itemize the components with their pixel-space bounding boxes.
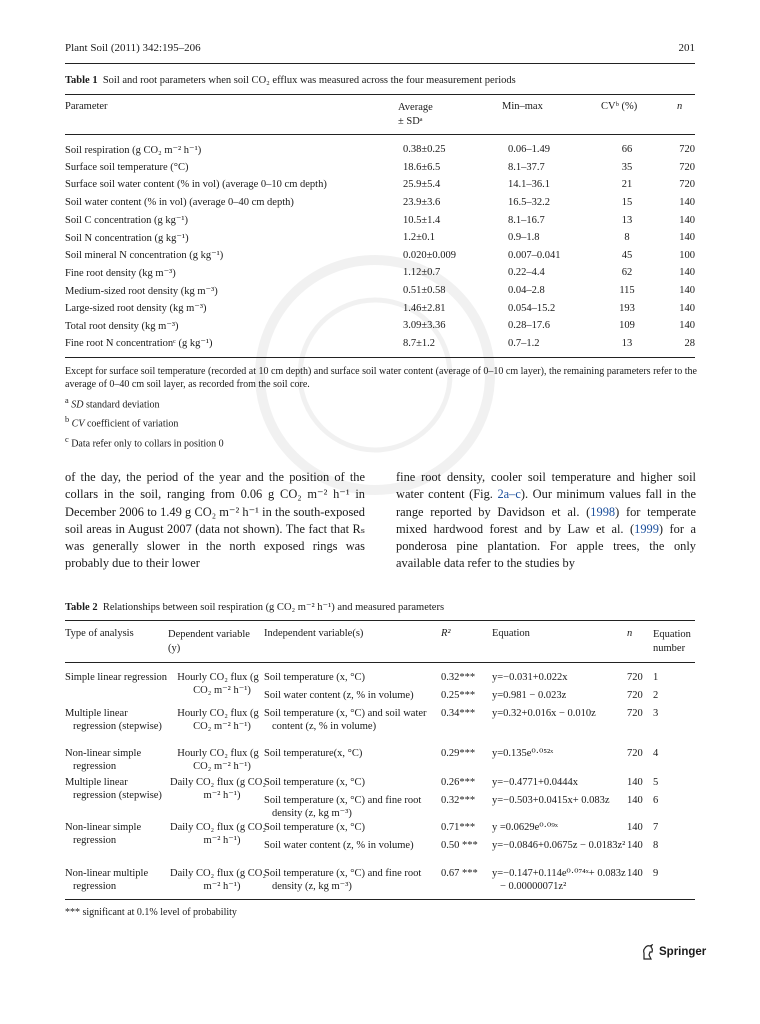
table1-cell-minmax: 0.04–2.8 xyxy=(508,285,545,297)
table2-bottom-rule xyxy=(65,899,695,900)
t2-col-eq-number: Equation number xyxy=(653,629,691,654)
table2-cell-equation: y=−0.4771+0.0444x xyxy=(492,777,579,788)
table2-cell-type: Non-linear multiple regression xyxy=(65,868,149,892)
table1-cell-parameter: Soil water content (% in vol) (average 0–40 cm depth) xyxy=(65,197,294,209)
table2-top-rule xyxy=(65,620,695,621)
table2-cell-num: 7 xyxy=(653,822,659,833)
table2-cell-equation: y=−0.503+0.0415x+ 0.083z xyxy=(492,795,610,806)
table1-cell-parameter: Large-sized root density (kg m⁻³) xyxy=(65,303,207,315)
table2-cell-dependent: Hourly CO₂ flux (g CO₂ m⁻² h⁻¹) xyxy=(177,708,259,732)
t2-col-dependent: Dependent variable (y) xyxy=(168,629,250,654)
body-left-column: of the day, the period of the year and the position of the collars in the soil, ranging from 0.06 g CO₂ m⁻² h⁻¹ in December 2006 to 1.49 g CO₂ m⁻² h⁻¹ in the south-exposed soil areas in August 2007 (data not shown). The fact that Rₛ was generally slower in the north exposed rings was probably due to their lower xyxy=(65,470,365,571)
table1-cell-cv: 8 xyxy=(624,232,630,244)
table2-cell-equation: y=−0.147+0.114e⁰·⁰⁷⁴ˣ+ 0.083z − 0.00000071z² xyxy=(492,868,626,892)
table1-cell-n: 100 xyxy=(679,249,695,261)
table2-header-rule xyxy=(65,662,695,663)
springer-wordmark: Springer xyxy=(659,946,707,958)
table1-cell-n: 720 xyxy=(679,161,695,173)
table2-cell-type: Multiple linear regression (stepwise) xyxy=(65,708,162,732)
footnote-mark: b xyxy=(65,415,70,425)
table2-cell-n: 140 xyxy=(627,795,643,806)
table1-cell-n: 720 xyxy=(679,179,695,191)
table1-caption xyxy=(65,75,516,86)
table1-top-rule xyxy=(65,94,695,95)
table1-notes xyxy=(65,365,697,450)
table1-cell-parameter: Fine root N concentrationᶜ (g kg⁻¹) xyxy=(65,338,213,350)
table2-cell-type: Multiple linear regression (stepwise) xyxy=(65,777,162,801)
table1-cell-n: 140 xyxy=(679,232,695,244)
page-number: 201 xyxy=(678,42,695,54)
table1-cell-parameter: Soil N concentration (g kg⁻¹) xyxy=(65,232,189,244)
table2-cell-num: 6 xyxy=(653,795,659,806)
table1-cell-parameter: Soil C concentration (g kg⁻¹) xyxy=(65,215,189,227)
springer-logo xyxy=(641,944,706,960)
footnote-text: coefficient of variation xyxy=(86,418,179,430)
table1-row xyxy=(65,159,695,177)
table1-header-rule xyxy=(65,134,695,135)
table1-cell-parameter: Medium-sized root density (kg m⁻³) xyxy=(65,285,218,297)
table2-footnote: *** significant at 0.1% level of probability xyxy=(65,907,237,918)
body-right-text-1: fine root density, cooler soil temperature and higher soil water content (Fig. xyxy=(396,470,696,502)
table1-cell-parameter: Soil respiration (g CO₂ m⁻² h⁻¹) xyxy=(65,144,202,156)
table2-cell-dependent: Daily CO₂ flux (g CO₂ m⁻² h⁻¹) xyxy=(170,822,266,846)
table2-cell-n: 140 xyxy=(627,840,643,851)
table1-cell-average: 25.9±5.4 xyxy=(403,179,441,191)
table1-cell-average: 1.12±0.7 xyxy=(403,267,441,279)
table2-cell-r2: 0.50 *** xyxy=(441,840,478,851)
table1-cell-minmax: 8.1–37.7 xyxy=(508,161,545,173)
t2-col-type: Type of analysis xyxy=(65,628,134,639)
t1-col-n: n xyxy=(677,101,683,112)
table1-row xyxy=(65,211,695,229)
table1-body xyxy=(65,141,695,352)
table2-cell-independent: Soil temperature (x, °C) and fine root density (z, kg m⁻³) xyxy=(264,868,422,892)
table2-cell-dependent: Hourly CO₂ flux (g CO₂ m⁻² h⁻¹) xyxy=(177,748,259,772)
t1-col-average xyxy=(398,101,433,129)
table2-cell-r2: 0.26*** xyxy=(441,777,476,788)
table1-cell-minmax: 0.28–17.6 xyxy=(508,320,550,332)
table1-caption-text: Soil and root parameters when soil CO₂ efflux was measured across the four measurement periods xyxy=(102,75,516,86)
table2-caption-text: Relationships between soil respiration (g CO₂ m⁻² h⁻¹) and measured parameters xyxy=(102,602,445,613)
body-right-text-2: ). Our minimum values fall in the range reported by Davidson et al. ( xyxy=(396,487,696,519)
table1-cell-cv: 109 xyxy=(619,320,635,332)
table1-row xyxy=(65,194,695,212)
table2-cell-independent: Soil water content (z, % in volume) xyxy=(264,840,414,851)
t1-col-average-label: Average xyxy=(398,102,433,113)
table2-cell-num: 1 xyxy=(653,672,659,683)
t2-col-r2: R² xyxy=(441,628,451,639)
footnote-text: standard deviation xyxy=(85,399,160,411)
table1-cell-n: 28 xyxy=(684,337,695,349)
table2-cell-r2: 0.34*** xyxy=(441,708,476,719)
table1-cell-parameter: Surface soil temperature (°C) xyxy=(65,161,189,173)
journal-header: Plant Soil (2011) 342:195–206 xyxy=(65,42,201,54)
table1-row xyxy=(65,264,695,282)
table2-cell-type: Non-linear simple regression xyxy=(65,748,142,772)
table1-cell-average: 23.9±3.6 xyxy=(403,197,441,209)
table2-cell-num: 9 xyxy=(653,868,659,879)
table2-cell-r2: 0.67 *** xyxy=(441,868,478,879)
table1-cell-minmax: 0.22–4.4 xyxy=(508,267,545,279)
table2-cell-independent: Soil temperature (x, °C) xyxy=(264,777,366,788)
body-right-text-4: ) for a ponderosa pine plantation. For apple trees, the only available data refer to the studies by xyxy=(396,521,696,571)
table1-row xyxy=(65,176,695,194)
table1-row xyxy=(65,317,695,335)
table2-cell-n: 720 xyxy=(627,672,643,683)
table1-cell-parameter: Total root density (kg m⁻³) xyxy=(65,320,179,332)
table1-cell-minmax: 16.5–32.2 xyxy=(508,197,550,209)
table2-cell-num: 3 xyxy=(653,708,659,719)
table1-cell-cv: 21 xyxy=(621,179,633,191)
table1-cell-average: 18.6±6.5 xyxy=(403,161,441,173)
table2-cell-n: 720 xyxy=(627,708,643,719)
t1-col-average-sub: ± SDᵃ xyxy=(398,116,423,127)
table1-cell-n: 140 xyxy=(679,302,695,314)
citation-link-davidson[interactable]: 1998 xyxy=(590,504,616,519)
table2-cell-r2: 0.29*** xyxy=(441,748,476,759)
footnote-text: Data refer only to collars in position 0 xyxy=(71,437,224,449)
table1-cell-parameter: Soil mineral N concentration (g kg⁻¹) xyxy=(65,250,224,262)
table1-cell-cv: 115 xyxy=(619,285,635,297)
table1-label: Table 1 xyxy=(65,75,98,86)
table2-cell-equation: y=−0.031+0.022x xyxy=(492,672,568,683)
table2-cell-n: 720 xyxy=(627,690,643,701)
table2-cell-dependent: Daily CO₂ flux (g CO₂ m⁻² h⁻¹) xyxy=(170,868,266,892)
table2-cell-r2: 0.71*** xyxy=(441,822,476,833)
table1-row xyxy=(65,299,695,317)
table2-cell-num: 5 xyxy=(653,777,659,788)
t2-col-equation: Equation xyxy=(492,628,530,639)
table1-cell-n: 140 xyxy=(679,285,695,297)
table1-cell-minmax: 0.007–0.041 xyxy=(508,249,561,261)
table2-cell-dependent: Hourly CO₂ flux (g CO₂ m⁻² h⁻¹) xyxy=(177,672,259,696)
table2-cell-independent: Soil water content (z, % in volume) xyxy=(264,690,414,701)
body-right-text-3: ) for temperate mixed hardwood forest and by Law et al. ( xyxy=(396,504,696,536)
table1-cell-average: 8.7±1.2 xyxy=(403,337,436,349)
table1-cell-average: 1.2±0.1 xyxy=(403,232,436,244)
table2-cell-equation: y=0.32+0.016x − 0.010z xyxy=(492,708,596,719)
footnote-abbr: SD xyxy=(71,399,84,411)
t1-col-cv: CVᵇ (%) xyxy=(601,101,638,112)
table2-cell-dependent: Daily CO₂ flux (g CO₂ m⁻² h⁻¹) xyxy=(170,777,266,801)
table1-cell-n: 720 xyxy=(679,144,695,156)
table1-cell-average: 0.51±0.58 xyxy=(403,285,446,297)
table1-footnote-a xyxy=(65,394,697,411)
springer-horse-icon xyxy=(641,944,655,960)
table1-cell-cv: 15 xyxy=(621,197,633,209)
table2-cell-n: 720 xyxy=(627,748,643,759)
table1-cell-average: 1.46±2.81 xyxy=(403,302,446,314)
table2-cell-n: 140 xyxy=(627,822,643,833)
table1-row xyxy=(65,229,695,247)
body-right-column xyxy=(396,469,696,573)
table2-cell-r2: 0.32*** xyxy=(441,672,476,683)
table1-cell-cv: 45 xyxy=(621,249,633,261)
table2-cell-n: 140 xyxy=(627,868,643,879)
table2-cell-independent: Soil temperature (x, °C) and soil water content (z, % in volume) xyxy=(264,708,427,732)
table1-cell-cv: 62 xyxy=(621,267,633,279)
t1-col-minmax: Min–max xyxy=(502,101,543,112)
table2-cell-independent: Soil temperature (x, °C) and fine root density (z, kg m⁻³) xyxy=(264,795,422,819)
table2-label: Table 2 xyxy=(65,602,98,613)
table1-footnote-b xyxy=(65,413,697,430)
table1-cell-minmax: 0.06–1.49 xyxy=(508,144,550,156)
table1-cell-cv: 66 xyxy=(621,144,633,156)
citation-link-law[interactable]: 1999 xyxy=(634,521,659,536)
table1-row xyxy=(65,335,695,353)
table2-cell-independent: Soil temperature (x, °C) xyxy=(264,822,366,833)
t2-col-independent: Independent variable(s) xyxy=(264,628,364,639)
table1-row xyxy=(65,141,695,159)
table1-cell-average: 10.5±1.4 xyxy=(403,214,441,226)
table2-cell-independent: Soil temperature (x, °C) xyxy=(264,672,366,683)
table1-cell-minmax: 8.1–16.7 xyxy=(508,214,545,226)
table2-cell-r2: 0.32*** xyxy=(441,795,476,806)
table2-cell-independent: Soil temperature(x, °C) xyxy=(264,748,363,759)
table1-cell-average: 3.09±3.36 xyxy=(403,320,446,332)
table1-cell-parameter: Fine root density (kg m⁻³) xyxy=(65,267,176,279)
figure-link[interactable]: 2a–c xyxy=(497,487,521,502)
table1-cell-minmax: 0.054–15.2 xyxy=(508,302,556,314)
table2-cell-equation: y =0.0629e⁰·⁰⁹ˣ xyxy=(492,822,558,833)
table1-cell-n: 140 xyxy=(679,197,695,209)
footnote-abbr: CV xyxy=(71,418,85,430)
table1-row xyxy=(65,247,695,265)
table1-cell-cv: 13 xyxy=(621,214,633,226)
table1-cell-n: 140 xyxy=(679,320,695,332)
footnote-mark: c xyxy=(65,434,69,444)
table1-bottom-rule xyxy=(65,357,695,358)
t2-col-n: n xyxy=(627,628,633,639)
table1-footnote-c xyxy=(65,433,697,450)
table1-cell-cv: 35 xyxy=(621,161,633,173)
header-rule xyxy=(65,63,695,64)
table2-cell-equation: y=−0.0846+0.0675z − 0.0183z² xyxy=(492,840,626,851)
table1-cell-cv: 13 xyxy=(621,337,633,349)
table1-cell-minmax: 0.9–1.8 xyxy=(508,232,540,244)
table1-cell-n: 140 xyxy=(679,267,695,279)
table2-cell-n: 140 xyxy=(627,777,643,788)
table1-row xyxy=(65,282,695,300)
t1-col-parameter: Parameter xyxy=(65,101,108,112)
footnote-mark: a xyxy=(65,396,69,405)
table2-cell-equation: y=0.981 − 0.023z xyxy=(492,690,567,701)
table1-cell-minmax: 14.1–36.1 xyxy=(508,179,550,191)
table1-cell-average: 0.020±0.009 xyxy=(403,249,457,261)
table2-caption xyxy=(65,601,444,613)
table2-cell-num: 2 xyxy=(653,690,659,701)
table1-cell-cv: 193 xyxy=(619,302,635,314)
table2-cell-equation: y=0.135e⁰·⁰⁵²ˣ xyxy=(492,748,554,759)
table2-cell-type: Simple linear regression xyxy=(65,672,168,683)
table2-cell-r2: 0.25*** xyxy=(441,690,476,701)
table1-cell-minmax: 0.7–1.2 xyxy=(508,337,540,349)
table2-cell-num: 4 xyxy=(653,748,659,759)
table1-cell-average: 0.38±0.25 xyxy=(403,144,446,156)
table1-cell-parameter: Surface soil water content (% in vol) (average 0–10 cm depth) xyxy=(65,179,327,191)
table1-footnote-main: Except for surface soil temperature (recorded at 10 cm depth) and surface soil water content (average of 0–10 cm layer), the remaining parameters refer to the average of 0–40 cm soil layer, as recorded from the soil core. xyxy=(65,366,697,390)
table2-cell-num: 8 xyxy=(653,840,659,851)
table1-cell-n: 140 xyxy=(679,214,695,226)
table2-cell-type: Non-linear simple regression xyxy=(65,822,142,846)
